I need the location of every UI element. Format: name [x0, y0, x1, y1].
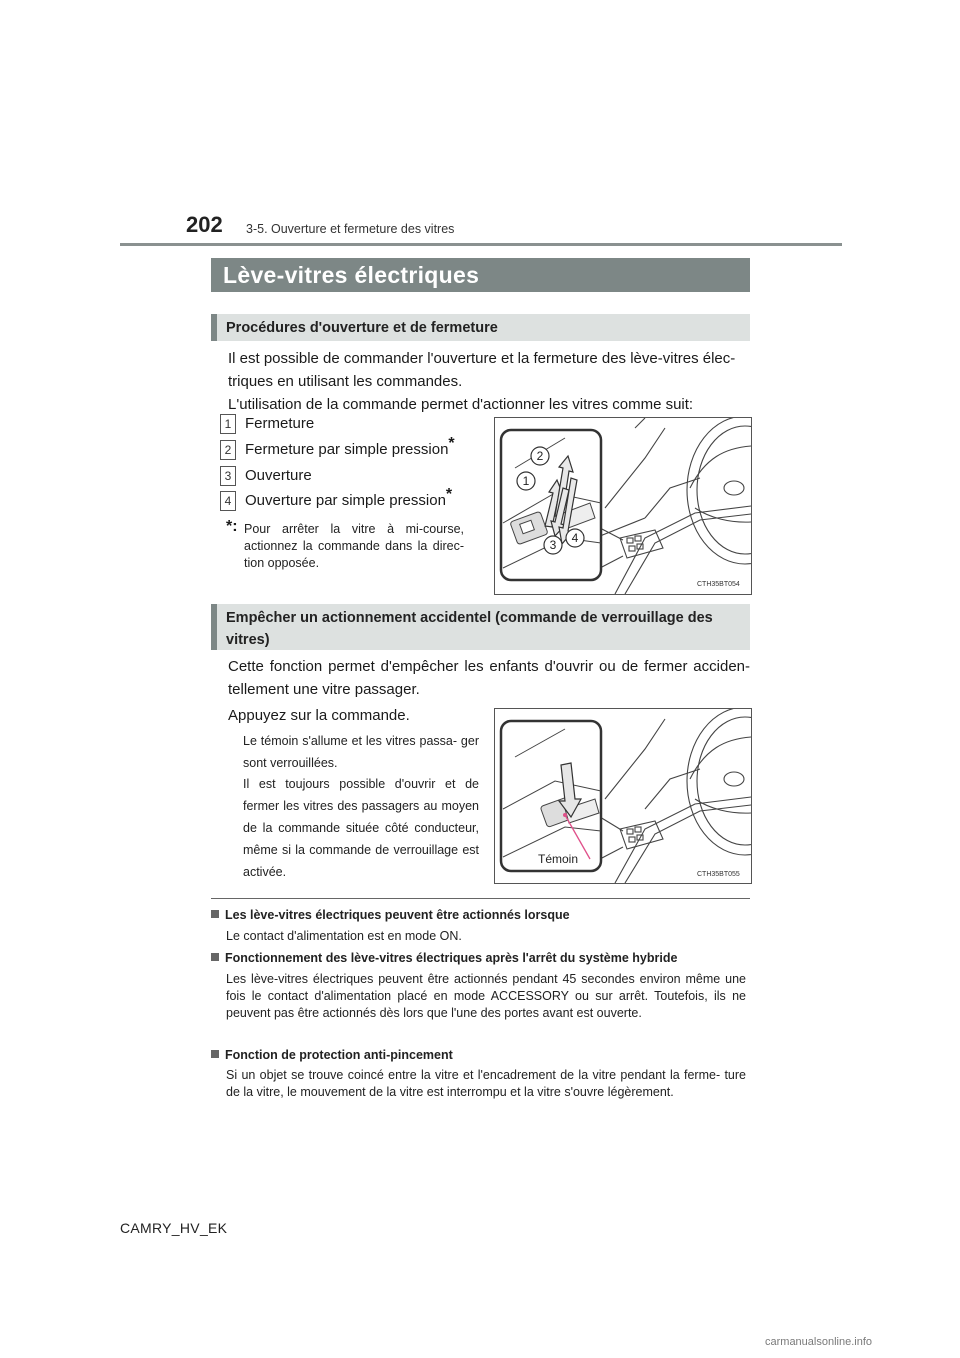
intro-line-3: L'utilisation de la commande permet d'actionner les vitres comme suit:: [228, 396, 694, 413]
list-item: [220, 465, 312, 487]
figure-code: CTH35BT054: [697, 581, 740, 588]
bullet-text: Le contact d'alimentation est en mode ON.: [226, 929, 462, 943]
intro-line-2: triques en utilisant les commandes.: [228, 373, 463, 390]
list-item: 4 Ouverture par simple pression*: [220, 490, 452, 512]
step-number: 2: [220, 440, 236, 460]
callout-3: 3: [549, 538, 557, 552]
lock-description: Cette fonction permet d'empêcher les enfants d'ouvrir ou de fermer acciden- tellement une vitre passager.: [228, 658, 750, 698]
bullet-square-icon: [211, 1050, 219, 1058]
callout-4: 4: [571, 531, 579, 545]
callout-2: 2: [536, 449, 544, 463]
section-title: 3-5. Ouverture et fermeture des vitres: [246, 222, 455, 236]
step-label: Ouverture: [245, 467, 312, 484]
watermark: carmanualsonline.info: [765, 1336, 873, 1348]
lock-action: Appuyez sur la commande.: [228, 707, 410, 724]
page-title: Lève-vitres électriques: [211, 258, 750, 292]
step-label: Fermeture: [245, 415, 315, 432]
page-number: 202: [186, 212, 223, 237]
callout-1: 1: [522, 474, 530, 488]
list-item: [220, 413, 314, 435]
step-number: 1: [220, 414, 236, 434]
bullet-heading: Fonction de protection anti-pincement: [211, 1048, 453, 1062]
window-switch-illustration: [495, 418, 751, 594]
note-star: *:: [226, 518, 238, 535]
footnote: Pour arrêter la vitre à mi-course, actionnez la commande dans la direc- tion opposée.: [244, 522, 464, 570]
bullet-square-icon: [211, 910, 219, 918]
figure-lock-switch: [494, 708, 752, 884]
bullet-heading: Les lève-vitres électriques peuvent être actionnés lorsque: [211, 908, 570, 922]
lock-detail-1: Le témoin s'allume et les vitres passa- ger sont verrouillées.: [243, 734, 479, 770]
indicator-label: Témoin: [537, 852, 579, 866]
section-separator: [211, 898, 750, 899]
intro-line-1: Il est possible de commander l'ouverture et la fermeture des lève-vitres élec-: [228, 350, 736, 367]
bullet-heading: Fonctionnement des lève-vitres électriques après l'arrêt du système hybride: [211, 951, 677, 965]
step-label: Fermeture par simple pression: [245, 441, 449, 458]
lock-switch-illustration: [495, 709, 751, 883]
section-heading-lock: Empêcher un actionnement accidentel (commande de verrouillage des vitres): [211, 604, 750, 650]
list-item: 2 Fermeture par simple pression*: [220, 439, 455, 461]
step-label: Ouverture par simple pression: [245, 492, 446, 509]
section-heading-procedures: Procédures d'ouverture et de fermeture: [211, 314, 750, 341]
header-rule: [120, 243, 842, 246]
bullet-text: Les lève-vitres électriques peuvent être actionnés pendant 45 secondes environ même une fois le contact d'alimentation placé en mode ACCESSORY ou sur arrêt. Toutefois, ils ne peuvent pas être actionnés dès lors que l'une des portes avant est ouverte.: [226, 972, 746, 1020]
bullet-square-icon: [211, 953, 219, 961]
footer-code: CAMRY_HV_EK: [120, 1220, 228, 1236]
lock-detail-2: Il est toujours possible d'ouvrir et de fermer les vitres des passagers au moyen de la commande située côté conducteur, même si la commande de verrouillage est activée.: [243, 777, 479, 879]
step-number: 4: [220, 491, 236, 511]
figure-code: CTH35BT055: [697, 871, 740, 878]
intro-text: [228, 347, 750, 416]
bullet-text: Si un objet se trouve coincé entre la vitre et l'encadrement de la vitre pendant la ferme- ture de la vitre, le mouvement de la vitre est interrompu et la vitre s'ouvre légèrement.: [226, 1068, 746, 1099]
figure-window-switch: [494, 417, 752, 595]
step-number: 3: [220, 466, 236, 486]
